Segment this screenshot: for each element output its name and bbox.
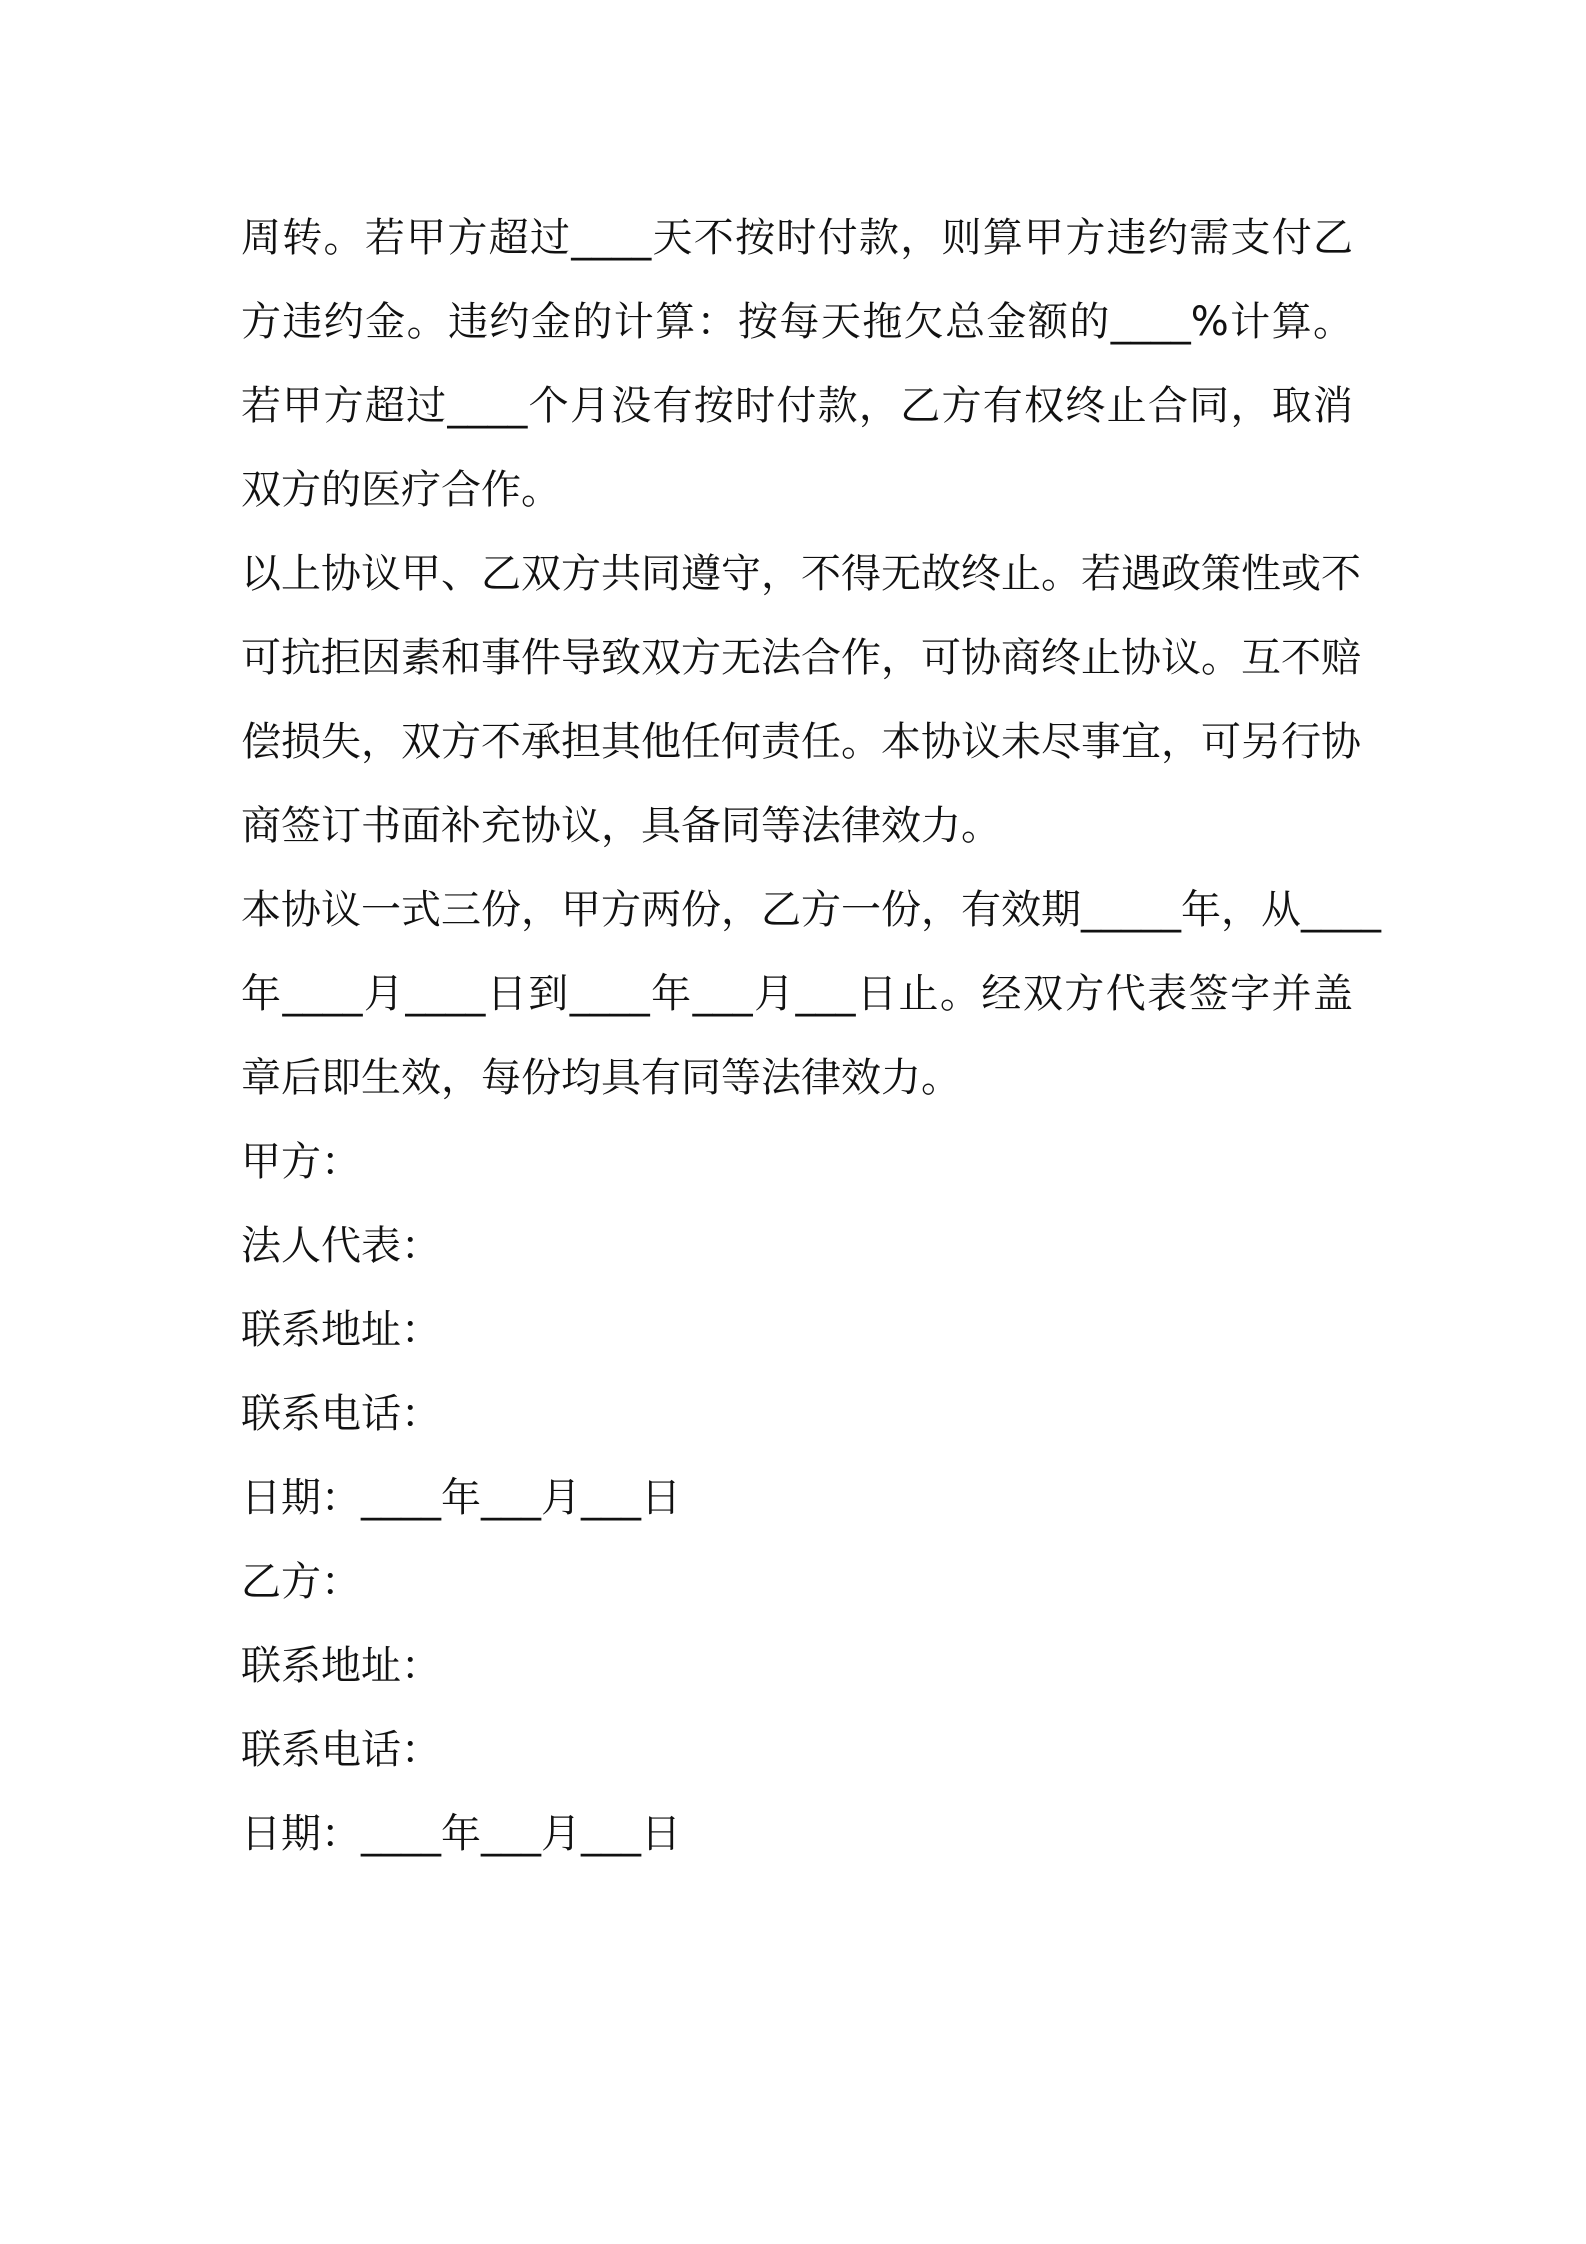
document-body (241, 196, 1381, 1876)
party-b-label: 乙方： (241, 1559, 361, 1605)
party-b-phone: 联系电话： (241, 1727, 441, 1773)
text-line: 以上协议甲、乙双方共同遵守，不得无故终止。若遇政策性或不 (241, 551, 1361, 597)
paragraph-copies-validity (241, 868, 1381, 1120)
text-line: 方违约金。违约金的计算：按每天拖欠总金额的____%计算。 (241, 299, 1353, 345)
party-a-date: 日期：____年___月___日 (241, 1475, 681, 1521)
party-a-phone: 联系电话： (241, 1391, 441, 1437)
text-line: 若甲方超过____个月没有按时付款，乙方有权终止合同，取消 (241, 383, 1353, 429)
text-line: 商签订书面补充协议，具备同等法律效力。 (241, 803, 1001, 849)
party-b-signature-block (241, 1540, 1353, 1876)
party-a-address: 联系地址： (241, 1307, 441, 1353)
text-line: 章后即生效，每份均具有同等法律效力。 (241, 1055, 961, 1101)
text-line: 本协议一式三份，甲方两份，乙方一份，有效期_____年，从____ (241, 887, 1381, 933)
paragraph-penalty (241, 196, 1353, 532)
text-line: 可抗拒因素和事件导致双方无法合作，可协商终止协议。互不赔 (241, 635, 1361, 681)
party-b-address: 联系地址： (241, 1643, 441, 1689)
party-a-legal-rep: 法人代表： (241, 1223, 441, 1269)
party-b-date: 日期：____年___月___日 (241, 1811, 681, 1857)
text-line: 年____月____日到____年___月___日止。经双方代表签字并盖 (241, 971, 1353, 1017)
text-line: 偿损失，双方不承担其他任何责任。本协议未尽事宜，可另行协 (241, 719, 1361, 765)
text-line: 周转。若甲方超过____天不按时付款，则算甲方违约需支付乙 (241, 215, 1353, 261)
party-a-signature-block (241, 1120, 1353, 1540)
text-line: 双方的医疗合作。 (241, 467, 561, 513)
paragraph-compliance (241, 532, 1361, 868)
party-a-label: 甲方： (241, 1139, 361, 1185)
